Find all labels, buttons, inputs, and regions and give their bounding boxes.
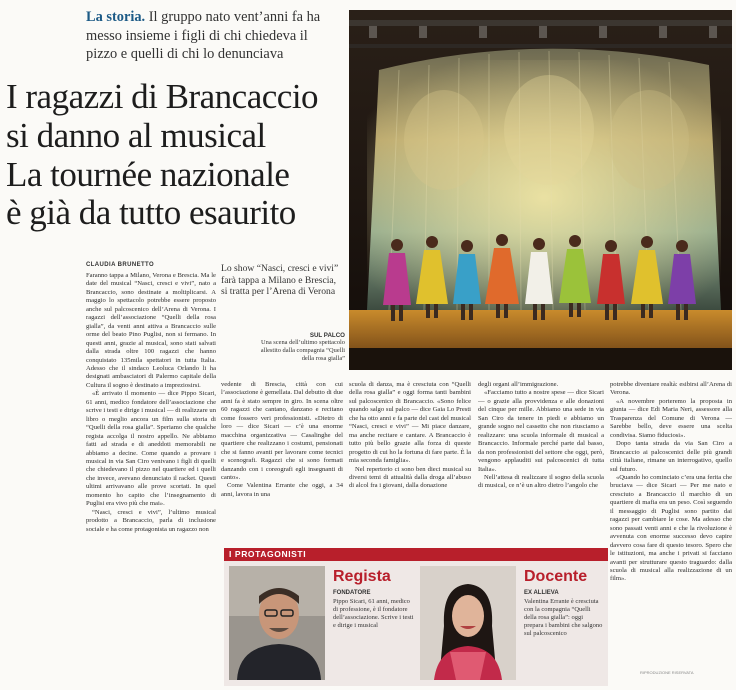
portrait-docente bbox=[420, 566, 516, 680]
article-column-1 bbox=[86, 272, 216, 686]
paragraph: «A novembre porteremo la proposta in giunta — dice Edi Maria Neri, assessore alla Trasparenza del Comune di Verona — Sarebbe bello, deve essere una scelta condivisa. Siamo fiduciosi». bbox=[610, 397, 732, 439]
byline: CLAUDIA BRUNETTO bbox=[86, 262, 155, 268]
portrait-docente-illustration bbox=[420, 566, 516, 680]
headline-line: I ragazzi di Brancaccio bbox=[6, 77, 319, 116]
article-column-4 bbox=[478, 381, 604, 546]
article-column-2 bbox=[221, 381, 343, 546]
article-column-5 bbox=[610, 381, 732, 666]
paragraph: «Quando ho cominciato c’era una ferita che bruciava — dice Sicari — Per me nato e cresciuto a Brancaccio il marchio di un quartiere di mafia era un peso. Così seguendo il messaggio di Puglisi sono partito dai ragazzi per cambiare le cose. Ma adesso che sono passati venti anni e che la rivoluzione è avvenuta con enorme successo devo capire davvero cosa fare di questo tesoro. Spero che le istituzioni, ma anche i privati si facciano avanti per strutturare questo traguardo: dalla scuola di musical alla realizzazione di un film». bbox=[610, 473, 732, 583]
person-name-docente: Docente bbox=[524, 568, 588, 585]
paragraph: vedente di Brescia, città con cui l’associazione è gemellata. Dal debutto di due anni fa è stato sempre in giro. In scena oltre 60 ragazzi che cantano, danzano e recitano come fossero veri professionisti. «Dietro di loro — dice Sicari — c’è una enorme macchina organizzativa — Casalinghe del quartiere che realizzano i costumi, pensionati che si fanno avanti per lavorare come tecnici e scenografi. Ragazzi che si sono formati danzando con i coreografi egli insegnanti di canto». bbox=[221, 381, 343, 481]
paragraph: Dopo tanta strada da via San Ciro a Brancaccio ai palcoscenici delle più grandi città italiane, rimane un interrogativo, quello sul futuro. bbox=[610, 440, 732, 473]
paragraph: degli organi all’immigrazione. bbox=[478, 381, 559, 388]
headline-line: è già da tutto esaurito bbox=[6, 193, 296, 233]
pull-quote: Lo show “Nasci, cresci e vivi” farà tappa a Milano e Brescia, si tratta per l’Arena di Verona bbox=[221, 263, 339, 297]
kicker-label: La storia. bbox=[86, 9, 146, 25]
protagonisti-title: I PROTAGONISTI bbox=[229, 549, 307, 559]
person-role-regista: FONDATORE bbox=[333, 590, 371, 596]
kicker bbox=[86, 8, 341, 64]
paragraph: Nell’attesa di realizzare il sogno della scuola di musical, ce n’è un altro dietro l’angolo che bbox=[478, 473, 604, 490]
paragraph: Come Valentina Errante che oggi, a 34 anni, lavora in una bbox=[221, 482, 343, 498]
portrait-regista-illustration bbox=[229, 566, 325, 680]
person-desc-regista: Pippo Sicari, 61 anni, medico di professione, è il fondatore dell’associazione. Scrive i testi e dirige i musical bbox=[333, 598, 414, 629]
photo-caption-text: Una scena dell’ultimo spettacolo allestito dalla compagnia “Quelli della rosa gialla” bbox=[260, 339, 345, 362]
paragraph: «Facciamo tutto a nostre spese — dice Sicari — o grazie alla provvidenza e alle donazioni del cinque per mille. Abbiamo una sede in via San Ciro da tenere in piedi e abbiamo un grande sogno nel cassetto che non riusciamo a realizzare: una scuola informale di musical a Brancaccio. Informale perché parte dal basso, da non professionisti del settore che oggi, però, vengono applauditi sui palcoscenici di tutta Italia». bbox=[478, 389, 604, 473]
stage-photo bbox=[349, 10, 732, 370]
paragraph: potrebbe diventare realtà: esibirsi all’Arena di Verona. bbox=[610, 381, 732, 397]
paragraph: scuola di danza, ma è cresciuta con “Quelli della rosa gialla” e oggi forma tanti bambini sul palcoscenico di Brancaccio. «Sono felice quando salgo sul palco — dice Gaia Lo Presti che ha otto anni e fa parte del cast del musical “Nasci, cresci e vivi” — Mi piace danzare, ma anche recitare e cantare. A Brancaccio è tutto più bello grazie alla forza di queste progetto di cui ho la fortuna di fare parte. È la mia seconda famiglia». bbox=[349, 381, 471, 465]
photo-caption-label: SUL PALCO bbox=[309, 332, 345, 339]
paragraph: Nel repertorio ci sono ben dieci musical su diversi temi di attualità dalla droga all’abuso di alcol fra i giovani, dalla donazione bbox=[349, 465, 471, 490]
paragraph: Faranno tappa a Milano, Verona e Brescia. Ma le date del musical “Nasci, cresci e vivi”, nato a Brancaccio, sono destinate a moltiplicarsi. A maggio lo spettacolo potrebbe essere proposto anche sul palcoscenico dell’Arena di Verona. I ragazzi dell’associazione “Quelli della rosa gialla”, da venti anni attiva a Brancaccio sulle orme del beato Pino Puglisi, non si fermano. In questi anni, grazie al musical, sono stati salvati dalla strada oltre 100 ragazzi che hanno conquistato 135mila spettatori in tutta Italia. Adesso che il sindaco Leoluca Orlando li ha designati ambasciatori di Palermo capitale della Cultura il sogno è destinato a impreziosirsi. bbox=[86, 272, 216, 389]
copyright-credit: RIPRODUZIONE RISERVATA bbox=[640, 670, 694, 675]
paragraph: “Nasci, cresci e vivi”, l’ultimo musical prodotto a Brancaccio, parla di inclusione sociale e ha come protagonista un ragazzo non bbox=[86, 508, 216, 533]
portrait-regista bbox=[229, 566, 325, 680]
kicker-text: Il gruppo nato vent’anni fa ha messo insieme i figli di chi chiedeva il pizzo e quelli di chi lo denunciava bbox=[86, 9, 321, 62]
headline bbox=[6, 78, 346, 233]
paragraph: «È arrivato il momento — dice Pippo Sicari, 61 anni, medico fondatore dell’associazione che scrive i testi e dirige i musical — di realizzare un libro o meglio ancora un film sulla storia di “Quelli della rosa gialla”. Speriamo che qualche regista accolga il nostro appello. Ne abbiamo fatti ad strada e di aneddoti memorabili ne abbiamo a decine. Come quando a provare i musical in via San Ciro venivano i figli di quelli che chiedevano il pizzo nel quartiere ed i quelli che invece, avevano denunciato il racket. Questi ultimi arrivavano alle prove scortati. In quel momento ho capito che l’insegnamento di Puglisi era vivo più che mai». bbox=[86, 390, 216, 508]
person-desc-docente: Valentina Errante è cresciuta con la compagnia “Quelli della rosa gialla”: oggi prepara i bambini che salgono sul palcoscenico bbox=[524, 598, 603, 637]
article-column-3 bbox=[349, 381, 471, 546]
person-role-docente: EX ALLIEVA bbox=[524, 590, 559, 596]
headline-line: La tournée nazionale bbox=[6, 154, 290, 194]
headline-line: si danno al musical bbox=[6, 115, 266, 155]
stage-photo-illustration bbox=[349, 10, 732, 370]
person-name-regista: Regista bbox=[333, 568, 391, 585]
